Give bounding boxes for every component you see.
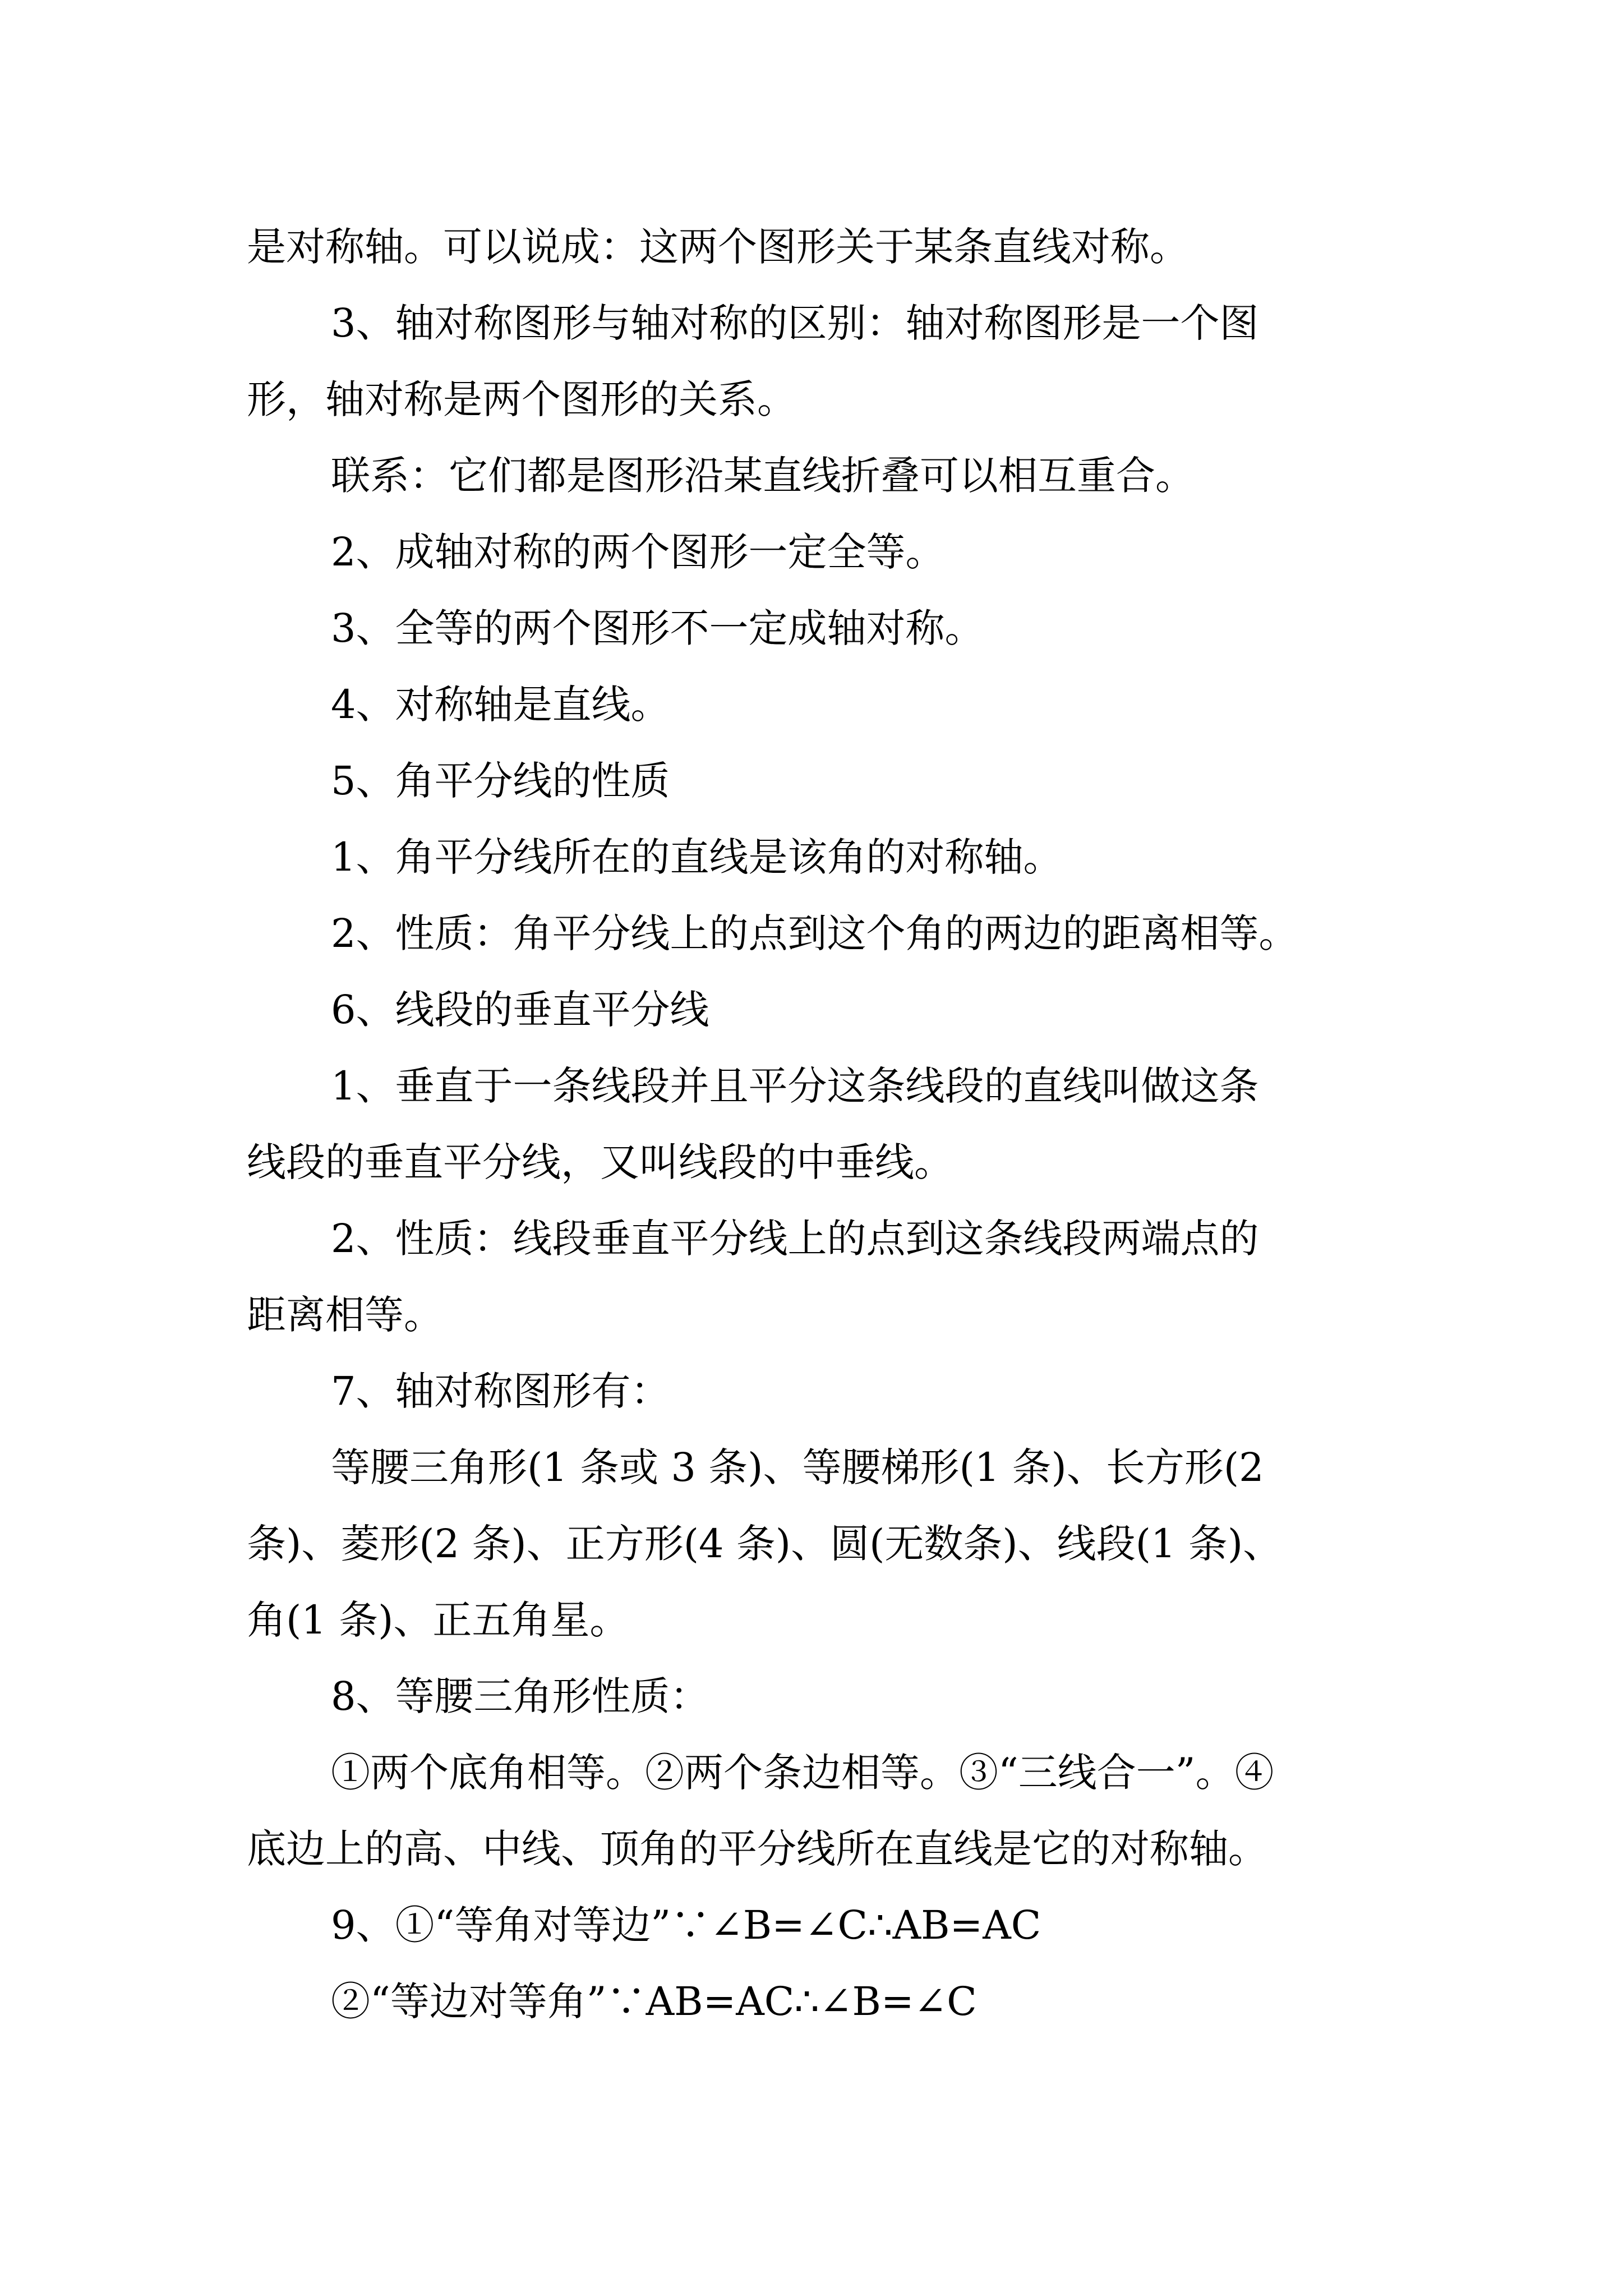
section-heading: 6、线段的垂直平分线	[331, 987, 709, 1033]
text-line: 角(1 条)、正五角星。	[247, 1597, 629, 1643]
text-line: 3、轴对称图形与轴对称的区别：轴对称图形是一个图	[331, 300, 1259, 346]
text-line: 形，轴对称是两个图形的关系。	[247, 376, 796, 422]
text-line: 3、全等的两个图形不一定成轴对称。	[331, 605, 984, 651]
text-line: 1、角平分线所在的直线是该角的对称轴。	[331, 834, 1063, 880]
text-line: 2、性质：角平分线上的点到这个角的两边的距离相等。	[331, 910, 1298, 956]
text-line: 1、垂直于一条线段并且平分这条线段的直线叫做这条	[331, 1063, 1259, 1109]
section-heading: 8、等腰三角形性质：	[331, 1673, 709, 1719]
text-line: 条)、菱形(2 条)、正方形(4 条)、圆(无数条)、线段(1 条)、	[247, 1521, 1283, 1567]
section-heading: 7、轴对称图形有：	[331, 1368, 670, 1414]
text-line: 线段的垂直平分线，又叫线段的中垂线。	[247, 1139, 953, 1185]
text-line: 2、性质：线段垂直平分线上的点到这条线段两端点的	[331, 1216, 1259, 1262]
section-heading: 5、角平分线的性质	[331, 758, 670, 804]
text-line: ②“等边对等角”∵AB=AC∴∠B=∠C	[331, 1978, 977, 2024]
text-line: 是对称轴。可以说成：这两个图形关于某条直线对称。	[247, 224, 1189, 270]
text-line: 距离相等。	[247, 1292, 443, 1338]
text-line: 联系：它们都是图形沿某直线折叠可以相互重合。	[331, 453, 1195, 499]
document-body	[247, 209, 1385, 2040]
text-line: 9、①“等角对等边”∵∠B=∠C∴AB=AC	[331, 1902, 1041, 1948]
text-line: 4、对称轴是直线。	[331, 682, 670, 728]
text-line: ①两个底角相等。②两个条边相等。③“三线合一”。④	[331, 1750, 1274, 1796]
text-line: 底边上的高、中线、顶角的平分线所在直线是它的对称轴。	[247, 1826, 1267, 1872]
text-line: 等腰三角形(1 条或 3 条)、等腰梯形(1 条)、长方形(2	[331, 1444, 1264, 1490]
text-line: 2、成轴对称的两个图形一定全等。	[331, 529, 945, 575]
